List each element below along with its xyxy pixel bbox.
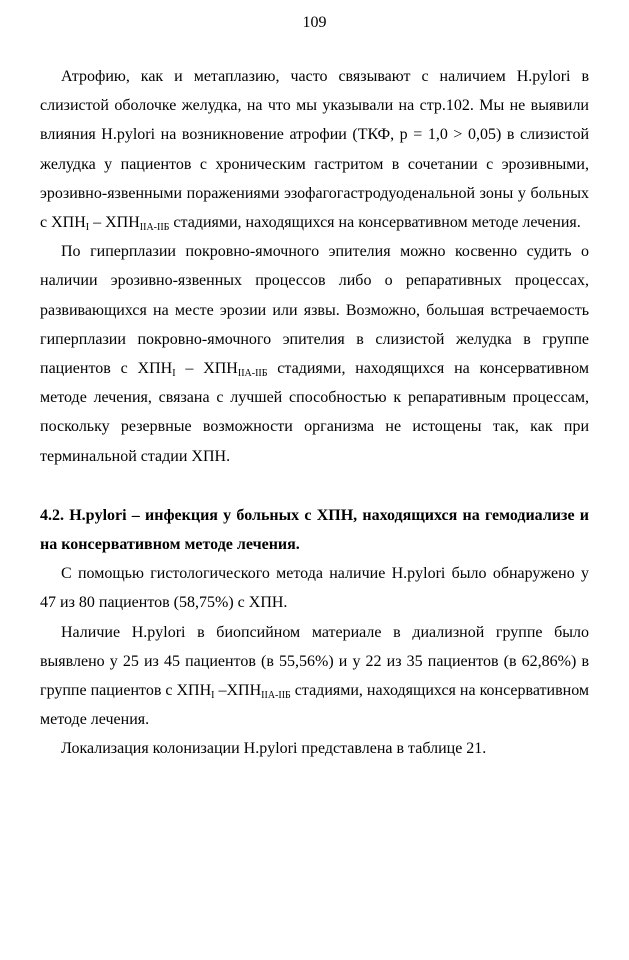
paragraph-atrophy: Атрофию, как и метаплазию, часто связывают с наличием H.pylori в слизистой оболочке желудка, на что мы указывали на стр.102. Мы не выявили влияния H.pylori на возникновение атрофии (ТКФ, р = 1,0 > 0,05) в слизистой желудка у пациентов с хроническим гастритом в сочетании с эрозивными, эрозивно-язвенными поражениями эзофагогастродуоденальной зоны у больных с $ХПН_I - ХПН_{IIА-IIБ}$ стадиями, находящихся на консервативном методе лечения. [40, 68, 589, 234]
paragraph-hyperplasia: По гиперплазии покровно-ямочного эпителия можно косвенно судить о наличии эрозивно-язвенных процессов либо о репаративных процессах, развивающихся на месте эрозии или язвы. Возможно, большая встречаемость гиперплазии покровно-ямочного эпителия в слизистой желудка в группе пациентов с $ХПН_I - ХПН_{IIА-IIБ}$ стадиями, находящихся на консервативном методе лечения, связана с лучшей способностью к репаративным процессам, поскольку резервные возможности организма не истощены так, как при терминальной стадии ХПН. [40, 243, 589, 465]
paragraph-histology: С помощью гистологического метода наличие H.pylori было обнаружено у 47 из 80 пациентов (58,75%) с ХПН. [40, 565, 589, 612]
section-heading: 4.2. H.pylori – инфекция у больных с ХПН, находящихся на гемодиализе и на консервативном методе лечения. [40, 506, 589, 554]
document-body [40, 62, 589, 764]
paragraph-groups: Наличие H.pylori в биопсийном материале в диализной группе было выявлено у 25 из 45 пациентов (в 55,56%) и у 22 из 35 пациентов (в 62,86%) в группе пациентов с $ХПН_I$ $-ХПН_{IIА-IIБ}$ стадиями, находящихся на консервативном методе лечения. [40, 623, 590, 729]
page-number: 109 [302, 14, 327, 31]
paragraph-localization: Локализация колонизации H.pylori представлена в таблице 21. [61, 740, 487, 758]
